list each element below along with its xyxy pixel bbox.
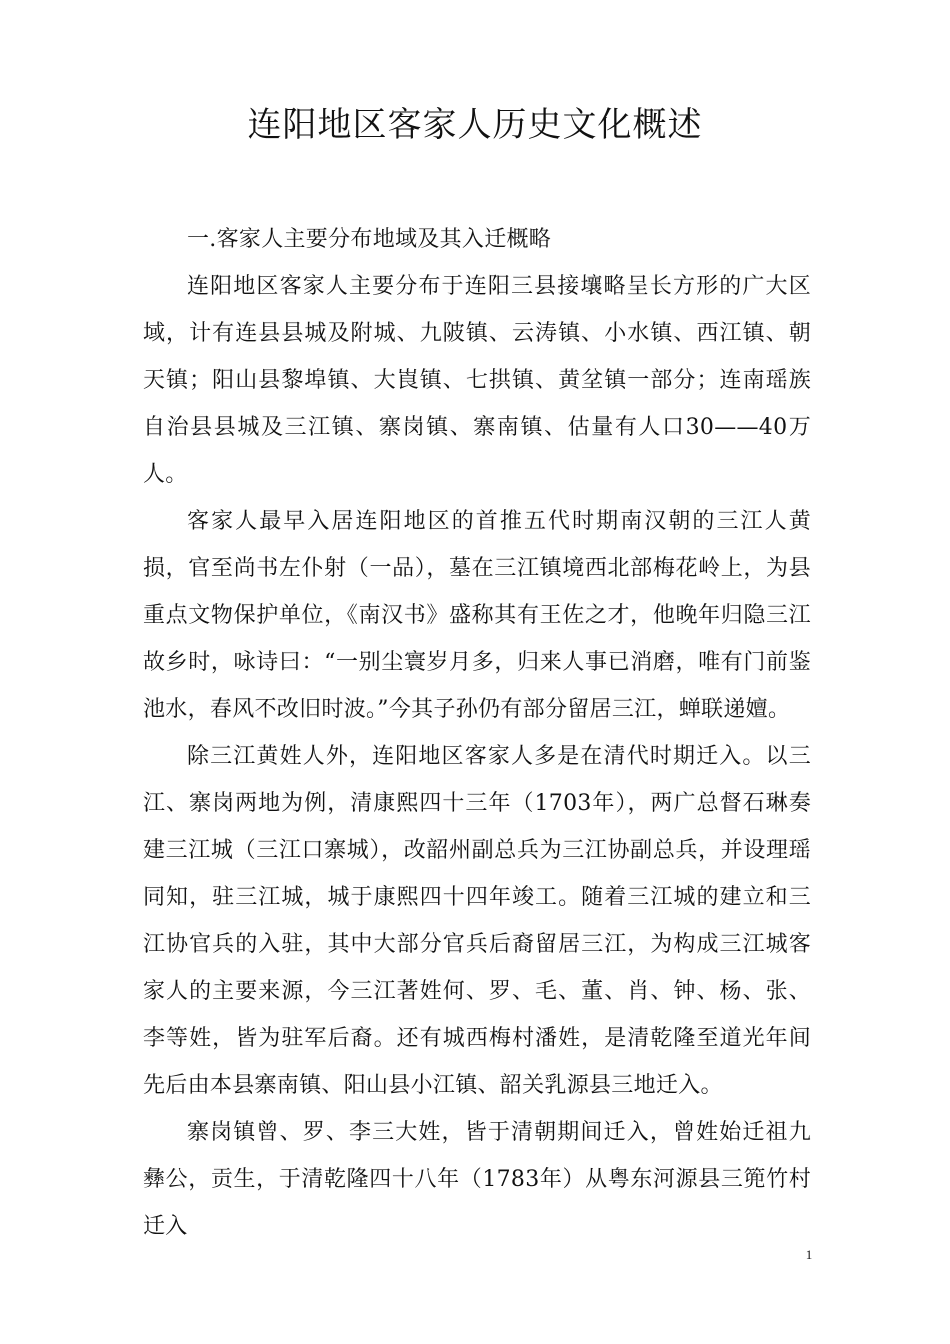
page-number: 1: [805, 1247, 813, 1262]
document-title: 连阳地区客家人历史文化概述: [247, 105, 703, 145]
paragraph: 客家人最早入居连阳地区的首推五代时期南汉朝的三江人黄损，官至尚书左仆射（一品），墓在三江镇境西北部梅花岭上，为县重点文物保护单位，《南汉书》盛称其有王佐之才，他晚年归隐三江故乡时，咏诗曰：“一别尘寰岁月多，归来人事已消磨，唯有门前鉴池水，春风不改旧时波。”今其子孙仍有部分留居三江，蝉联递嬗。: [143, 509, 811, 722]
paragraph: 除三江黄姓人外，连阳地区客家人多是在清代时期迁入。以三江、寨岗两地为例，清康熙四十三年（1703年），两广总督石琳奏建三江城（三江口寨城），改韶州副总兵为三江协副总兵，并设理瑶同知，驻三江城，城于康熙四十四年竣工。随着三江城的建立和三江协官兵的入驻，其中大部分官兵后裔留居三江，为构成三江城客家人的主要来源，今三江著姓何、罗、毛、董、肖、钟、杨、张、李等姓，皆为驻军后裔。还有城西梅村潘姓，是清乾隆至道光年间先后由本县寨南镇、阳山县小江镇、韶关乳源县三地迁入。: [143, 744, 811, 1098]
paragraph: 连阳地区客家人主要分布于连阳三县接壤略呈长方形的广大区域，计有连县县城及附城、九陂镇、云涛镇、小水镇、西江镇、朝天镇；阳山县黎埠镇、大崀镇、七拱镇、黄坌镇一部分；连南瑶族自治县县城及三江镇、寨岗镇、寨南镇、估量有人口30——40万人。: [143, 274, 811, 487]
section-heading: 一.客家人主要分布地域及其入迁概略: [187, 227, 552, 252]
document-body: [143, 216, 811, 1250]
paragraph: 寨岗镇曾、罗、李三大姓，皆于清朝期间迁入，曾姓始迁祖九彝公，贡生，于清乾隆四十八年（1783年）从粤东河源县三篼竹村迁入: [143, 1120, 811, 1239]
